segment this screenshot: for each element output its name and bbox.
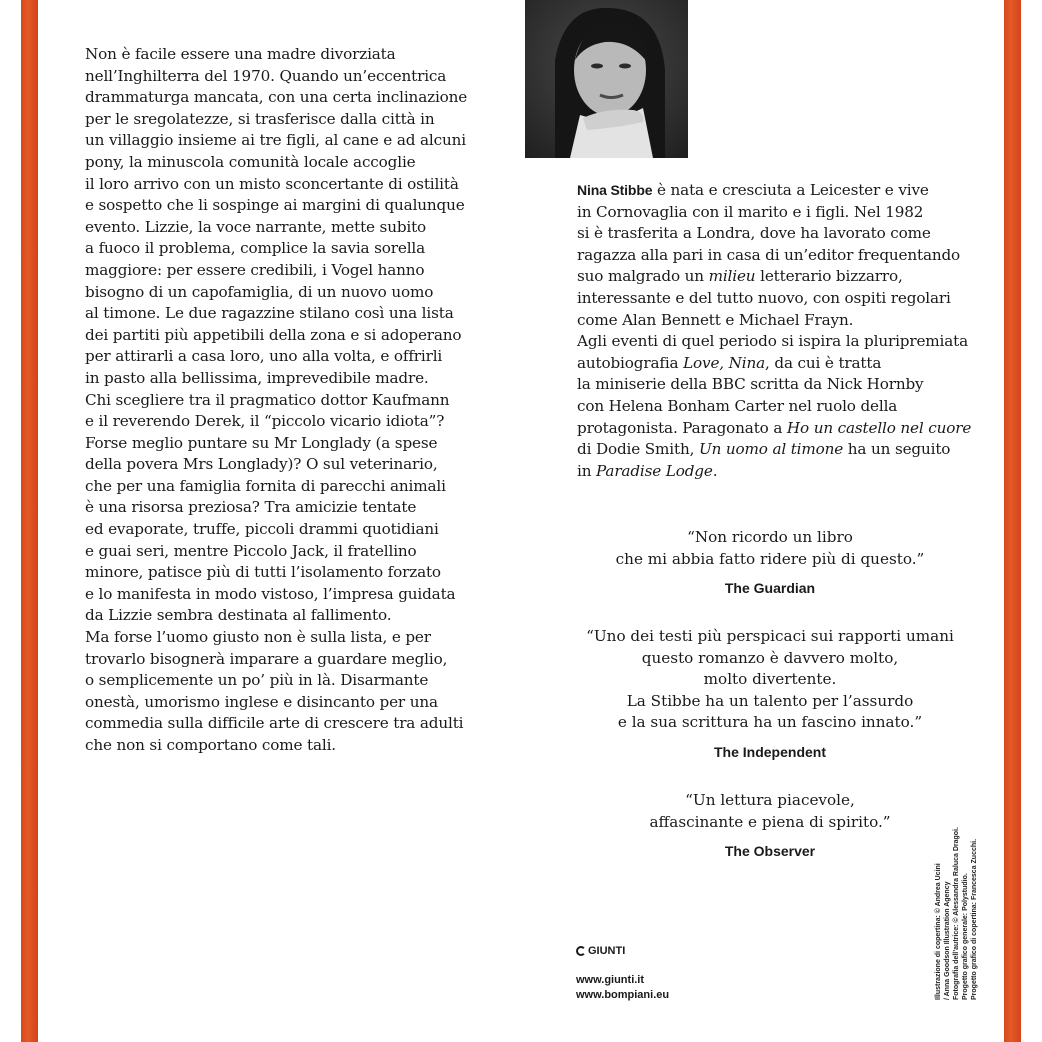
review-quote-observer: “Un lettura piacevole, affascinante e piena di spirito.” The Observer xyxy=(560,790,980,863)
bio-line: in Cornovaglia con il marito e i figli. Nel 1982 xyxy=(577,202,924,221)
synopsis-line: o semplicemente un po’ più in là. Disarmante xyxy=(85,671,429,690)
bio-line: interessante e del tutto nuovo, con ospiti regolari xyxy=(577,288,951,307)
review-quote-guardian: “Non ricordo un libro che mi abbia fatto ridere più di questo.” The Guardian xyxy=(560,527,980,600)
synopsis-line: maggiore: per essere credibili, i Vogel hanno xyxy=(85,260,425,279)
synopsis-line: dei partiti più appetibili della zona e si adoperano xyxy=(85,325,462,344)
synopsis-line: e il reverendo Derek, il “piccolo vicario idiota”? xyxy=(85,412,445,431)
right-orange-stripe xyxy=(1004,0,1021,1042)
synopsis-line: bisogno di un capofamiglia, di un nuovo uomo xyxy=(85,282,434,301)
synopsis-line: commedia sulla difficile arte di crescere tra adulti xyxy=(85,714,464,733)
bio-line: la miniserie della BBC scritta da Nick Hornby xyxy=(577,375,924,394)
synopsis-line: in pasto alla bellissima, imprevedibile madre. xyxy=(85,368,429,387)
website-link[interactable]: www.bompiani.eu xyxy=(576,989,670,1001)
synopsis-line: evento. Lizzie, la voce narrante, mette subito xyxy=(85,217,427,236)
bio-line: come Alan Bennett e Michael Frayn. xyxy=(577,310,854,329)
synopsis-line: che non si comportano come tali. xyxy=(85,736,336,754)
bio-line: si è trasferita a Londra, dove ha lavorato come xyxy=(577,224,931,243)
synopsis-line: Chi scegliere tra il pragmatico dottor Kaufmann xyxy=(85,390,450,409)
author-bio: Nina Stibbe è nata e cresciuta a Leicester e vive in Cornovaglia con il marito e i figli. Nel 1982 si è trasferita a Londra, dove ha lavorato come ragazza alla pari in casa di un’editor frequentando suo malgrado un milieu letterario bizzarro, interessante e del tutto nuovo, con ospiti regolari come Alan Bennett e Michael Frayn. Agli eventi di quel periodo si ispira la pluripremiata autobiografia Love, Nina, da cui è tratta la miniserie della BBC scritta da Nick Hornby con Helena Bonham Carter nel ruolo della protagonista. Paragonato a Ho un castello nel cuore di Dodie Smith, Un uomo al timone ha un seguito in Paradise Lodge. xyxy=(577,180,977,482)
website-link[interactable]: www.giunti.it xyxy=(576,974,645,986)
synopsis-line: un villaggio insieme ai tre figli, al cane e ad alcuni xyxy=(85,131,466,150)
bio-line: ragazza alla pari in casa di un’editor frequentando xyxy=(577,245,961,264)
synopsis-line: da Lizzie sembra destinata al fallimento. xyxy=(85,606,392,625)
synopsis-line: pony, la minuscola comunità locale accoglie xyxy=(85,152,416,171)
synopsis-line: onestà, umorismo inglese e disincanto per una xyxy=(85,692,438,711)
synopsis-line: per le sregolatezze, si trasferisce dalla città in xyxy=(85,109,435,128)
synopsis-line: drammaturga mancata, con una certa inclinazione xyxy=(85,88,468,107)
synopsis-line: è una risorsa preziosa? Tra amicizie tentate xyxy=(85,498,417,517)
synopsis-line: nell’Inghilterra del 1970. Quando un’eccentrica xyxy=(85,66,447,85)
review-quote-independent: “Uno dei testi più perspicaci sui rapporti umani questo romanzo è davvero molto, molto divertente. La Stibbe ha un talento per l’assurdo e la sua scrittura ha un fascino innato.” The Independent xyxy=(560,626,980,764)
synopsis-line: a fuoco il problema, complice la savia sorella xyxy=(85,239,426,258)
synopsis-line: Forse meglio puntare su Mr Longlady (a spese xyxy=(85,433,438,452)
giunti-logo-icon xyxy=(576,946,586,956)
synopsis-line: che per una famiglia fornita di parecchi animali xyxy=(85,476,446,495)
synopsis-line: al timone. Le due ragazzine stilano così una lista xyxy=(85,304,454,323)
synopsis-line: il loro arrivo con un misto sconcertante di ostilità xyxy=(85,174,459,193)
synopsis-line: ed evaporate, truffe, piccoli drammi quotidiani xyxy=(85,520,439,539)
review-source: The Independent xyxy=(714,743,826,760)
review-source: The Observer xyxy=(724,843,816,860)
review-source: The Guardian xyxy=(724,580,816,597)
synopsis-line: e guai seri, mentre Piccolo Jack, il fratellino xyxy=(85,541,417,560)
image-credits: Illustrazione di copertina: © Andrea Ucini / Anna Goodson Illustration Agency Fotografia dell’autrice: © Alessandra Raluca Dragoi. Progetto grafico generale: Polystudio. Progetto grafico di copertina: Francesca Zucchi. xyxy=(935,827,978,1000)
left-orange-stripe xyxy=(21,0,38,1042)
synopsis-line: e sospetto che li sospinge ai margini di qualunque xyxy=(85,196,465,215)
synopsis-line: minore, patisce più di tutti l’isolamento forzato xyxy=(85,563,441,582)
giunti-logo: GIUNTI xyxy=(576,945,669,957)
synopsis-line: Non è facile essere una madre divorziata xyxy=(85,45,396,63)
publisher-block xyxy=(576,945,669,1003)
bio-line: Agli eventi di quel periodo si ispira la pluripremiata xyxy=(577,332,969,351)
synopsis-line: Ma forse l’uomo giusto non è sulla lista, e per xyxy=(85,628,431,647)
synopsis-line: trovarlo bisognerà imparare a guardare meglio, xyxy=(85,649,448,668)
author-photo xyxy=(525,0,688,158)
author-name: Nina Stibbe xyxy=(577,182,653,198)
synopsis-line: della povera Mrs Longlady)? O sul veterinario, xyxy=(85,455,438,474)
synopsis-line: per attirarli a casa loro, uno alla volta, e offrirli xyxy=(85,347,443,366)
bio-line: con Helena Bonham Carter nel ruolo della xyxy=(577,396,898,415)
synopsis-line: e lo manifesta in modo vistoso, l’impresa guidata xyxy=(85,584,456,603)
synopsis-text xyxy=(85,44,480,757)
